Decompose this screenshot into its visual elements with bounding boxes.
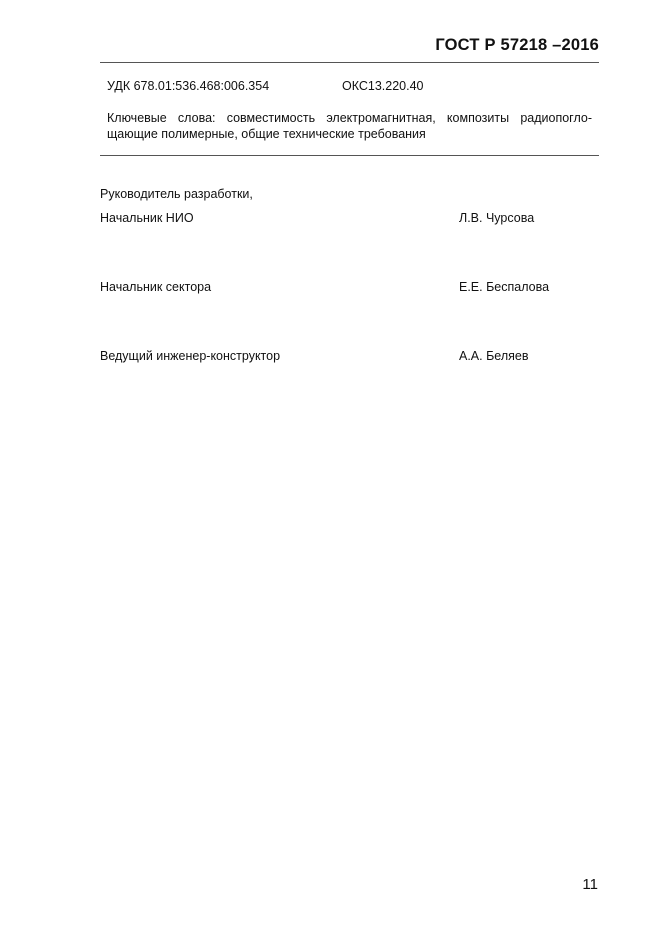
signature-position: Начальник сектора (100, 280, 212, 294)
keywords-block (107, 110, 592, 142)
keywords-line-1: Ключевые слова: совместимость электромагнитная, композиты радиопогло- (107, 111, 592, 125)
page-number: 11 (582, 876, 598, 893)
signature-name: А.А. Беляев (459, 349, 529, 363)
standard-number: ГОСТ Р 57218 –2016 (435, 36, 599, 54)
bottom-divider (100, 155, 599, 156)
signature-position: Начальник НИО (100, 211, 194, 225)
oks-code: ОКС13.220.40 (342, 79, 424, 93)
signature-name: Л.В. Чурсова (459, 211, 535, 225)
signatures-intro: Руководитель разработки, (100, 187, 253, 201)
udk-code: УДК 678.01:536.468:006.354 (107, 79, 270, 93)
top-divider (100, 62, 599, 63)
signature-name: Е.Е. Беспалова (459, 280, 550, 294)
keywords-line-2: щающие полимерные, общие технические требования (107, 127, 426, 141)
signature-position: Ведущий инженер-конструктор (100, 349, 281, 363)
